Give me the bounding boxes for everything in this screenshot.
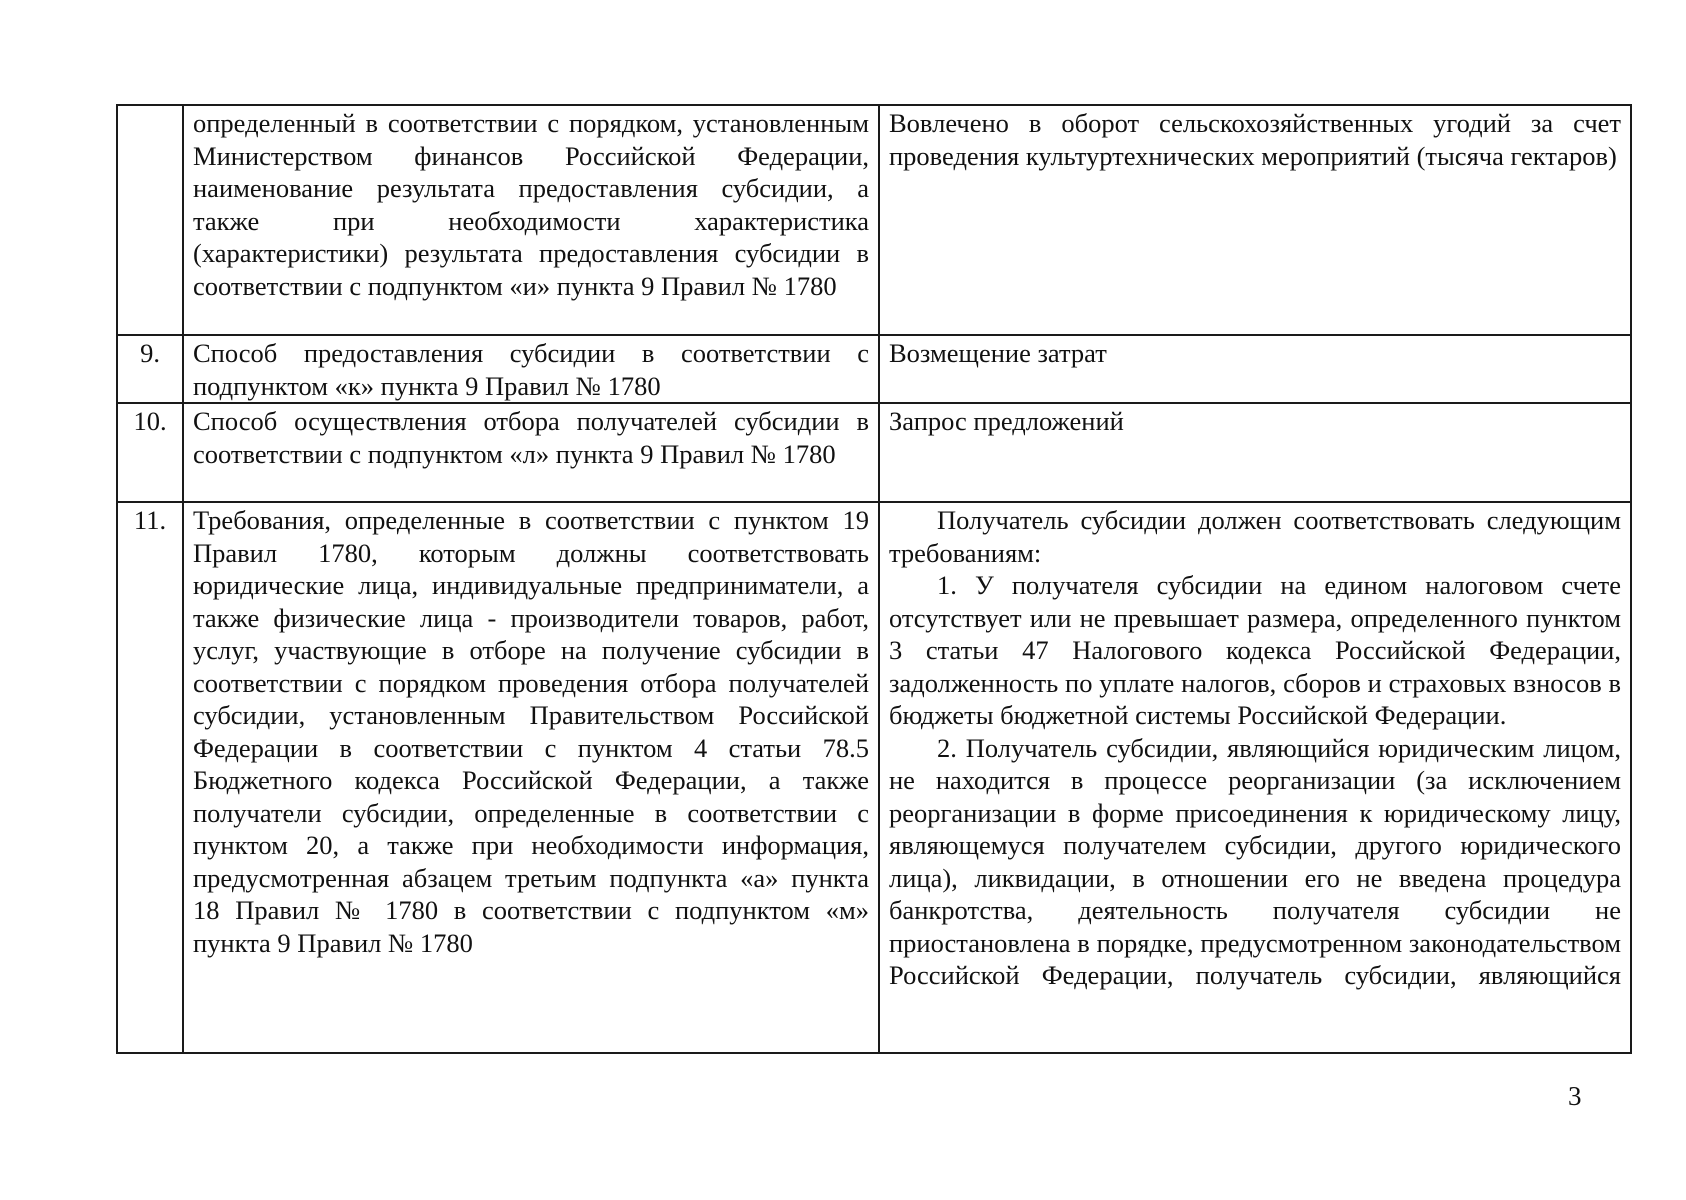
requirements-table: [116, 104, 1632, 1054]
table-row: [117, 335, 1631, 403]
row-description: Способ осуществления отбора получателей субсидии в соответствии с подпунктом «л» пункта 9 Правил № 1780: [183, 403, 879, 502]
value-paragraph: 1. У получателя субсидии на едином налоговом счете отсутствует или не превышает размера, определенного пунктом 3 статьи 47 Налогового кодекса Российской Федерации, задолженность по уплате налогов, сборов и страховых взносов в бюджеты бюджетной системы Российской Федерации.: [889, 570, 1621, 730]
row-number: 11.: [117, 502, 183, 1053]
table-row: [117, 105, 1631, 335]
row-description: определенный в соответствии с порядком, установленным Министерством финансов Российской Федерации, наименование результата предоставления субсидии, а также при необходимости характеристика (характеристики) результата предоставления субсидии в соответствии с подпунктом «и» пункта 9 Правил № 1780: [183, 105, 879, 335]
row-number: [117, 105, 183, 335]
table-row: [117, 403, 1631, 502]
value-paragraph: Получатель субсидии должен соответствовать следующим требованиям:: [889, 505, 1621, 568]
row-value: Запрос предложений: [879, 403, 1631, 502]
row-description: Способ предоставления субсидии в соответствии с подпунктом «к» пункта 9 Правил № 1780: [183, 335, 879, 403]
row-number: 9.: [117, 335, 183, 403]
row-description: Требования, определенные в соответствии с пунктом 19 Правил 1780, которым должны соответствовать юридические лица, индивидуальные предприниматели, а также физические лица - производители товаров, работ, услуг, участвующие в отборе на получение субсидии в соответствии с порядком проведения отбора получателей субсидии, установленным Правительством Российской Федерации в соответствии с пунктом 4 статьи 78.5 Бюджетного кодекса Российской Федерации, а также получатели субсидии, определенные в соответствии с пунктом 20, а также при необходимости информация, предусмотренная абзацем третьим подпункта «а» пункта 18 Правил № 1780 в соответствии с подпунктом «м» пункта 9 Правил № 1780: [183, 502, 879, 1053]
row-value: Возмещение затрат: [879, 335, 1631, 403]
row-number: 10.: [117, 403, 183, 502]
page-number: 3: [1568, 1081, 1582, 1111]
table-row: [117, 502, 1631, 1053]
row-value: [879, 502, 1631, 1053]
value-paragraph: 2. Получатель субсидии, являющийся юридическим лицом, не находится в процессе реорганизации (за исключением реорганизации в форме присоединения к юридическому лицу, являющемуся получателем субсидии, другого юридического лица), ликвидации, в отношении его не введена процедура банкротства, деятельность получателя субсидии не приостановлена в порядке, предусмотренном законодательством Российской Федерации, получатель субсидии, являющийся: [889, 732, 1621, 990]
row-value: Вовлечено в оборот сельскохозяйственных угодий за счет проведения культуртехнических мероприятий (тысяча гектаров): [879, 105, 1631, 335]
